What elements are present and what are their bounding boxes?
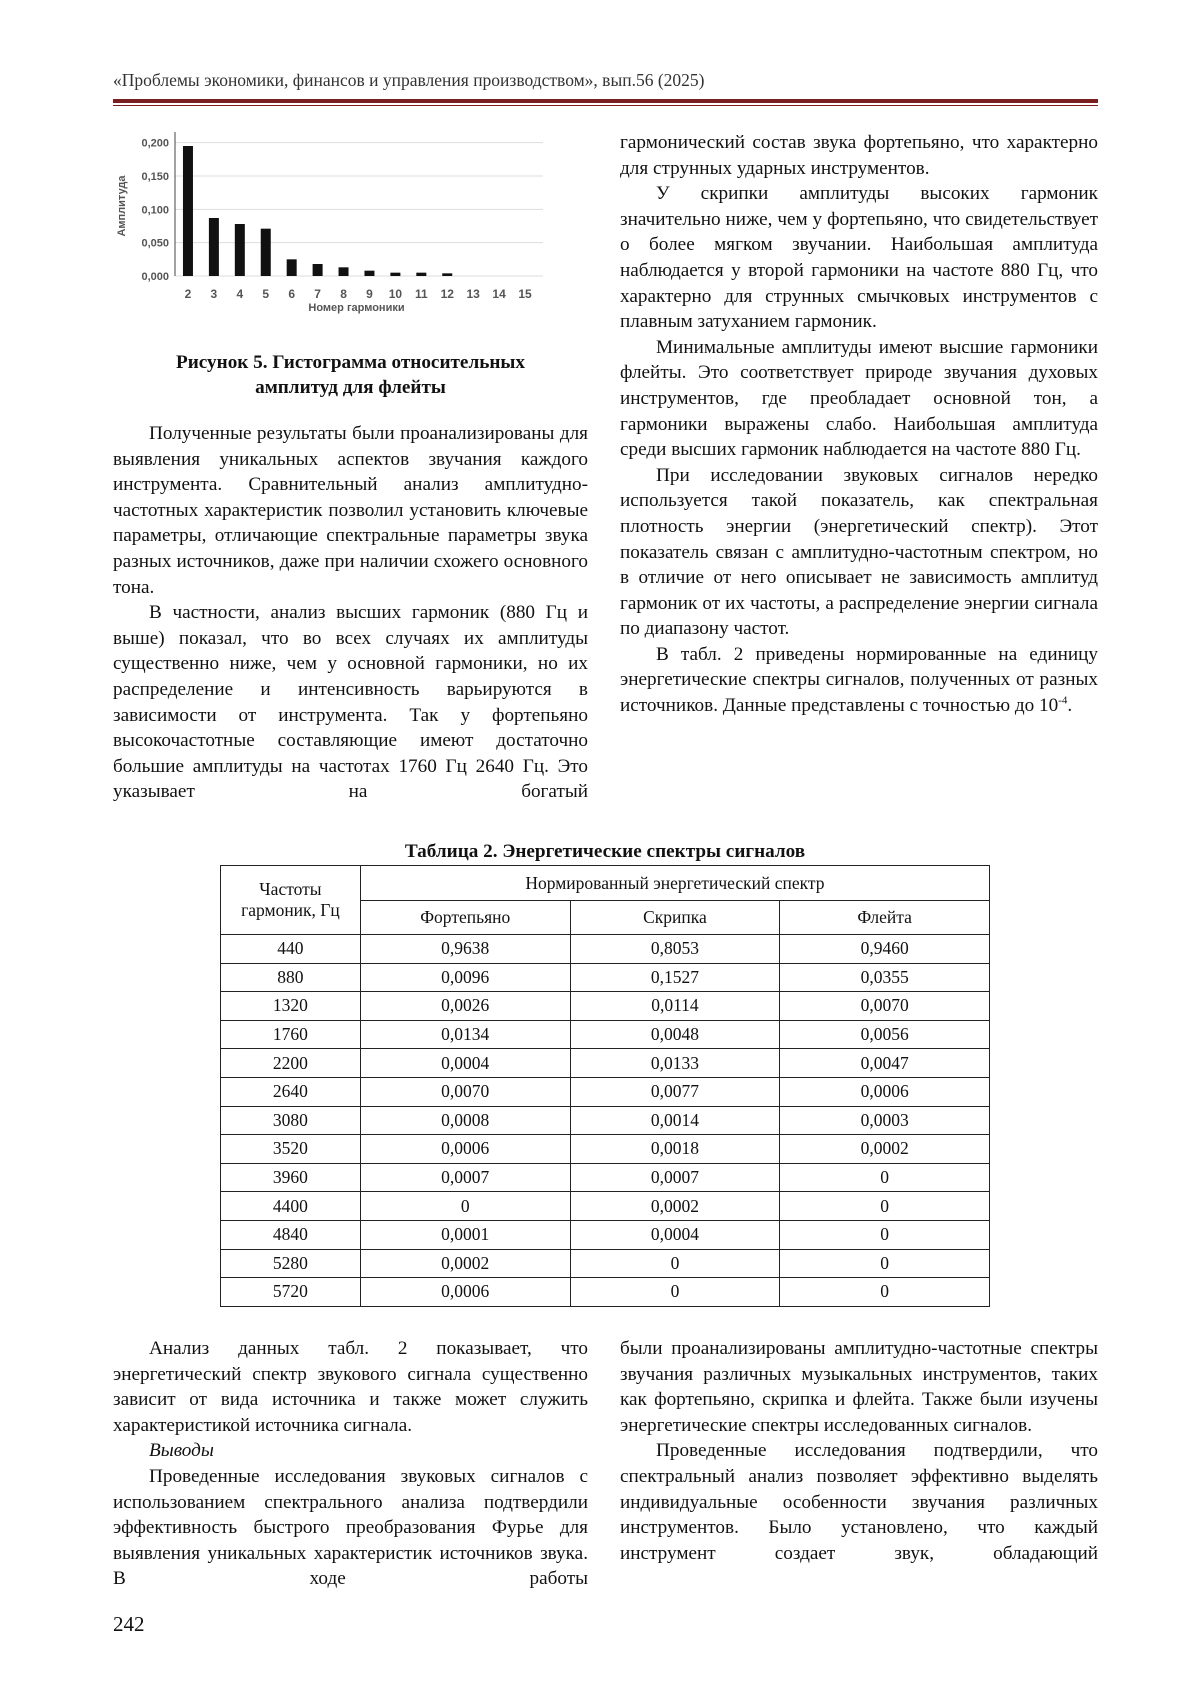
x-tick-label: 3 bbox=[210, 287, 218, 301]
value-cell: 0,9638 bbox=[360, 935, 570, 964]
table-body bbox=[221, 935, 990, 1307]
x-tick-label: 2 bbox=[184, 287, 192, 301]
x-tick-label: 14 bbox=[492, 287, 506, 301]
value-cell: 0,0134 bbox=[360, 1020, 570, 1049]
y-tick-label: 0,000 bbox=[141, 271, 169, 283]
y-tick-label: 0,150 bbox=[141, 171, 169, 183]
column-header-piano: Фортепьяно bbox=[360, 901, 570, 935]
x-tick-label: 15 bbox=[518, 287, 532, 301]
value-cell: 0,0056 bbox=[780, 1020, 990, 1049]
value-cell: 0 bbox=[570, 1278, 780, 1307]
chart-x-ticks bbox=[185, 287, 532, 301]
bar-harmonic-8 bbox=[339, 267, 349, 276]
x-tick-label: 9 bbox=[366, 287, 373, 301]
bar-harmonic-10 bbox=[390, 273, 400, 276]
paragraph: В частности, анализ высших гармоник (880 Гц и выше) показал, что во всех случаях их амплитуды существенно ниже, чем у основной гармоники, но их распределение и интенсивность варьируются в зависимости от инструмента. Так у фортепьяно высокочастотные составляющие имеют достаточно большие амплитуды на частотах 1760 Гц 2640 Гц. Это указывает на богатый bbox=[113, 602, 588, 803]
frequency-cell: 3520 bbox=[221, 1135, 361, 1164]
table-row bbox=[221, 1163, 990, 1192]
figure-caption bbox=[113, 350, 588, 400]
x-tick-label: 11 bbox=[414, 287, 428, 301]
chart-grid bbox=[175, 143, 543, 276]
conclusions-heading: Выводы bbox=[149, 1440, 214, 1462]
table-row bbox=[221, 1220, 990, 1249]
value-cell: 0,0070 bbox=[780, 992, 990, 1021]
value-cell: 0,0002 bbox=[780, 1135, 990, 1164]
frequency-cell: 5280 bbox=[221, 1249, 361, 1278]
table-row bbox=[221, 963, 990, 992]
table-row bbox=[221, 992, 990, 1021]
frequency-cell: 2640 bbox=[221, 1077, 361, 1106]
frequency-cell: 3960 bbox=[221, 1163, 361, 1192]
column-header-violin: Скрипка bbox=[570, 901, 780, 935]
frequency-cell: 440 bbox=[221, 935, 361, 964]
value-cell: 0,0048 bbox=[570, 1020, 780, 1049]
value-cell: 0 bbox=[780, 1278, 990, 1307]
value-cell: 0,0006 bbox=[360, 1135, 570, 1164]
x-tick-label: 12 bbox=[440, 287, 454, 301]
value-cell: 0 bbox=[570, 1249, 780, 1278]
value-cell: 0,0004 bbox=[570, 1220, 780, 1249]
paragraph: гармонический состав звука фортепьяно, что характерно для струнных ударных инструментов. bbox=[620, 132, 1098, 179]
value-cell: 0,1527 bbox=[570, 963, 780, 992]
frequency-cell: 880 bbox=[221, 963, 361, 992]
column-header-flute: Флейта bbox=[780, 901, 990, 935]
frequency-header: Частоты гармоник, Гц bbox=[221, 866, 361, 935]
amplitude-histogram bbox=[113, 128, 593, 348]
paragraph: При исследовании звуковых сигналов нередко используется такой показатель, как спектральная плотность энергии (энергетический спектр). Этот показатель связан с амплитудно-частотным спектром, но в отличие от него описывает не зависимость амплитуд гармоник от их частоты, а распределение энергии сигнала по диапазону частот. bbox=[620, 464, 1098, 640]
bottom-right-column bbox=[620, 1336, 1098, 1566]
value-cell: 0,0096 bbox=[360, 963, 570, 992]
paragraph: Минимальные амплитуды имеют высшие гармоники флейты. Это соответствует природе звучания духовых инструментов, где преобладает основной тон, а гармоники выражены слабо. Наибольшая амплитуда среди высших гармоник наблюдается на частоте 880 Гц. bbox=[620, 336, 1098, 461]
left-column bbox=[113, 421, 588, 805]
journal-header: «Проблемы экономики, финансов и управления производством», вып.56 (2025) bbox=[113, 70, 705, 90]
page-number: 242 bbox=[113, 1612, 145, 1636]
value-cell: 0,0077 bbox=[570, 1077, 780, 1106]
figure-caption-line1: Рисунок 5. Гистограмма относительных bbox=[176, 352, 525, 373]
bar-harmonic-3 bbox=[209, 218, 219, 276]
frequency-cell: 3080 bbox=[221, 1106, 361, 1135]
frequency-cell: 1320 bbox=[221, 992, 361, 1021]
table-row bbox=[221, 1106, 990, 1135]
paragraph: Проведенные исследования подтвердили, что спектральный анализ позволяет эффективно выделять индивидуальные особенности звучания различных инструментов. Было установлено, что каждый инструмент создает звук, обладающий bbox=[620, 1440, 1098, 1564]
paragraph-end: . bbox=[1067, 695, 1073, 717]
paragraph: У скрипки амплитуды высоких гармоник значительно ниже, чем у фортепьяно, что свидетельствует о более мягком звучании. Наибольшая амплитуда наблюдается у второй гармоники на частоте 880 Гц, что характерно для струнных смычковых инструментов с плавным затуханием гармоник. bbox=[620, 183, 1098, 333]
table-row bbox=[221, 1020, 990, 1049]
exponent: -4 bbox=[1058, 694, 1068, 707]
bar-harmonic-7 bbox=[313, 264, 323, 276]
frequency-cell: 5720 bbox=[221, 1278, 361, 1307]
energy-spectrum-table bbox=[220, 865, 990, 1307]
value-cell: 0,0047 bbox=[780, 1049, 990, 1078]
bottom-left-column bbox=[113, 1336, 588, 1592]
bar-harmonic-11 bbox=[416, 273, 426, 276]
paragraph: Анализ данных табл. 2 показывает, что энергетический спектр звукового сигнала существенно зависит от вида источника и также может служить характеристикой источника сигнала. bbox=[113, 1338, 588, 1436]
chart-x-label: Номер гармоники bbox=[308, 302, 405, 314]
x-tick-label: 5 bbox=[262, 287, 270, 301]
value-cell: 0,0001 bbox=[360, 1220, 570, 1249]
table-row bbox=[221, 1278, 990, 1307]
paragraph: были проанализированы амплитудно-частотные спектры звучания различных музыкальных инструментов, таких как фортепьяно, скрипка и флейта. Также были изучены энергетические спектры исследованных сигналов. bbox=[620, 1338, 1098, 1436]
value-cell: 0,0004 bbox=[360, 1049, 570, 1078]
value-cell: 0,9460 bbox=[780, 935, 990, 964]
value-cell: 0,0014 bbox=[570, 1106, 780, 1135]
bar-harmonic-9 bbox=[364, 271, 374, 276]
x-tick-label: 13 bbox=[466, 287, 480, 301]
value-cell: 0 bbox=[780, 1192, 990, 1221]
value-cell: 0,0114 bbox=[570, 992, 780, 1021]
value-cell: 0,8053 bbox=[570, 935, 780, 964]
value-cell: 0,0007 bbox=[360, 1163, 570, 1192]
value-cell: 0,0026 bbox=[360, 992, 570, 1021]
value-cell: 0,0003 bbox=[780, 1106, 990, 1135]
value-cell: 0 bbox=[780, 1249, 990, 1278]
value-cell: 0 bbox=[780, 1220, 990, 1249]
frequency-cell: 2200 bbox=[221, 1049, 361, 1078]
bar-harmonic-4 bbox=[235, 224, 245, 276]
y-tick-label: 0,050 bbox=[141, 237, 169, 250]
table-row bbox=[221, 935, 990, 964]
value-cell: 0,0008 bbox=[360, 1106, 570, 1135]
value-cell: 0,0133 bbox=[570, 1049, 780, 1078]
value-cell: 0,0355 bbox=[780, 963, 990, 992]
frequency-cell: 4840 bbox=[221, 1220, 361, 1249]
value-cell: 0,0006 bbox=[360, 1278, 570, 1307]
x-tick-label: 6 bbox=[288, 287, 296, 301]
value-cell: 0,0007 bbox=[570, 1163, 780, 1192]
value-cell: 0 bbox=[780, 1163, 990, 1192]
value-cell: 0,0002 bbox=[570, 1192, 780, 1221]
frequency-cell: 1760 bbox=[221, 1020, 361, 1049]
chart-bars bbox=[183, 146, 452, 276]
value-cell: 0 bbox=[360, 1192, 570, 1221]
y-tick-label: 0,100 bbox=[141, 204, 169, 217]
bar-harmonic-12 bbox=[442, 273, 452, 276]
paragraph-text: В табл. 2 приведены нормированные на единицу энергетические спектры сигналов, полученных от разных источников. Данные представлены с точностью до 10 bbox=[620, 643, 1098, 717]
paragraph: Проведенные исследования звуковых сигналов с использованием спектрального анализа подтвердили эффективность быстрого преобразования Фурье для выявления уникальных характеристик источников звука. В ходе работы bbox=[113, 1465, 588, 1590]
chart-y-ticks bbox=[141, 138, 169, 283]
table-caption: Таблица 2. Энергетические спектры сигналов bbox=[404, 841, 806, 862]
table-row bbox=[221, 1135, 990, 1164]
table-row bbox=[221, 1192, 990, 1221]
value-cell: 0,0070 bbox=[360, 1077, 570, 1106]
table-row bbox=[221, 1077, 990, 1106]
x-tick-label: 8 bbox=[340, 287, 347, 301]
frequency-cell: 4400 bbox=[221, 1192, 361, 1221]
group-header: Нормированный энергетический спектр bbox=[360, 866, 989, 901]
x-tick-label: 4 bbox=[236, 287, 244, 301]
paragraph bbox=[620, 642, 1098, 719]
right-column bbox=[620, 130, 1098, 719]
y-tick-label: 0,200 bbox=[141, 137, 169, 150]
figure-caption-line2: амплитуд для флейты bbox=[255, 377, 446, 398]
header-rule-thin bbox=[113, 105, 1098, 106]
bar-harmonic-6 bbox=[287, 259, 297, 276]
table-row bbox=[221, 1249, 990, 1278]
table-row bbox=[221, 1049, 990, 1078]
header-rule-thick bbox=[113, 99, 1098, 103]
value-cell: 0,0018 bbox=[570, 1135, 780, 1164]
value-cell: 0,0006 bbox=[780, 1077, 990, 1106]
x-tick-label: 7 bbox=[314, 287, 321, 301]
paragraph: Полученные результаты были проанализированы для выявления уникальных аспектов звучания каждого инструмента. Сравнительный анализ амплитудно-частотных характеристик позволил установить ключевые параметры, отличающие спектральные параметры звука разных источников, даже при наличии схожего основного тона. bbox=[113, 423, 588, 598]
x-tick-label: 10 bbox=[388, 287, 403, 301]
chart-y-label: Амплитуда bbox=[116, 175, 128, 237]
value-cell: 0,0002 bbox=[360, 1249, 570, 1278]
bar-harmonic-2 bbox=[183, 146, 193, 276]
bar-harmonic-5 bbox=[261, 229, 271, 276]
